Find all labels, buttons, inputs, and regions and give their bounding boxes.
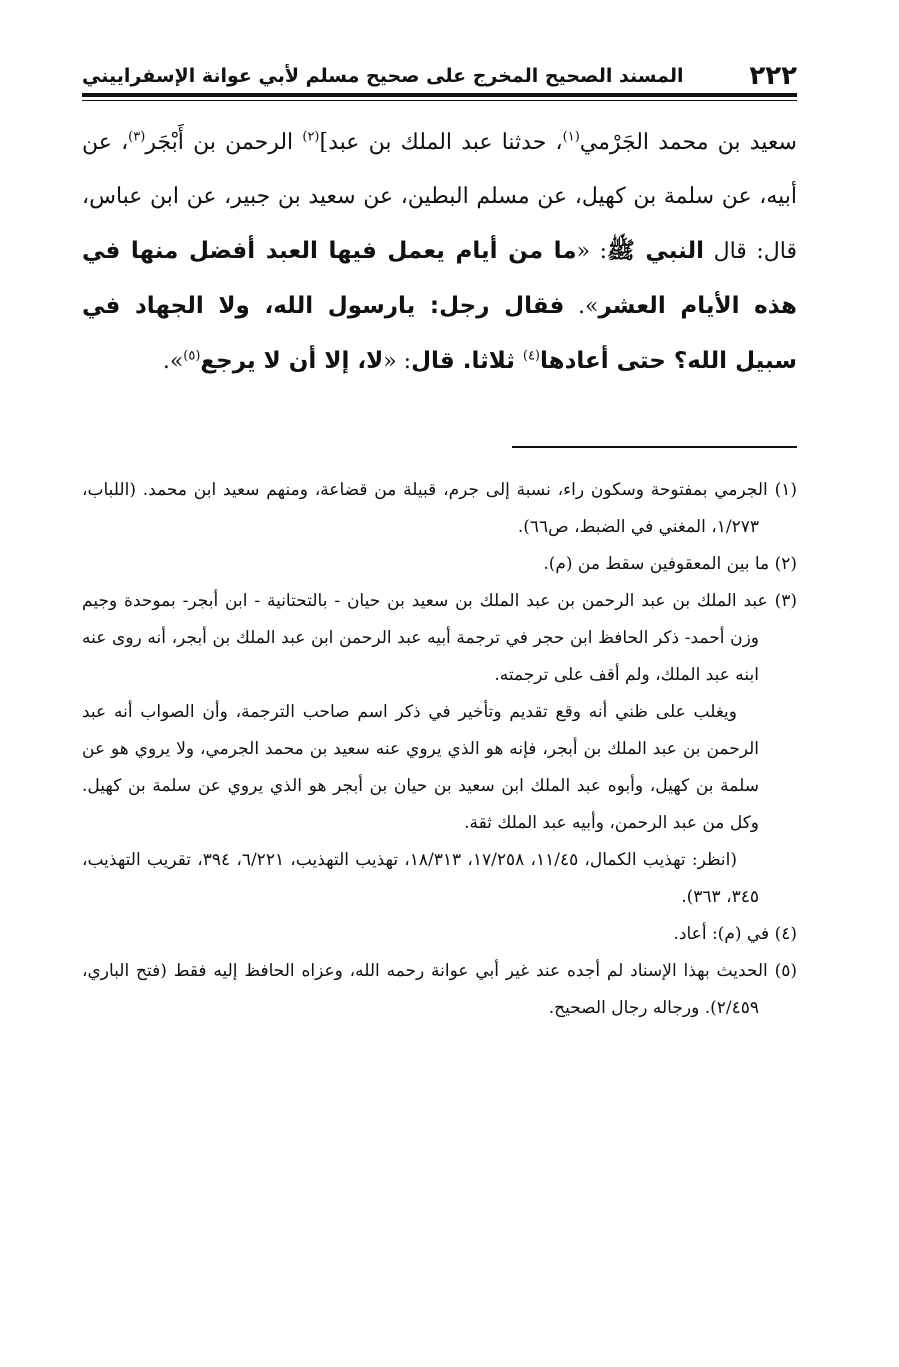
page-number: ٢٢٢ <box>749 61 797 91</box>
header-rule-thick <box>82 93 797 97</box>
footnote-ref-3[interactable]: (٣) <box>128 129 146 145</box>
footnote-ref-4[interactable]: (٤) <box>522 348 540 364</box>
bold-text-run: النبي ﷺ <box>607 238 704 264</box>
footnote-2: (٢) ما بين المعقوفين سقط من (م). <box>543 554 797 574</box>
running-title: المسند الصحيح المخرج على صحيح مسلم لأبي عوانة الإسفراييني <box>82 65 684 87</box>
footnote-4: (٤) في (م): أعاد. <box>673 924 797 944</box>
main-text-run: ». <box>162 349 184 374</box>
footnote-3: (٣) عبد الملك بن عبد الرحمن بن عبد الملك بن سعيد بن حيان - بالتحتانية - ابن أبجر- بموحدة وجيم وزن أحمد- ذكر الحافظ ابن حجر في ترجمة أبيه عبد الرحمن ابن عبد الملك بن أبجر، أنه روى عنه ابنه عبد الملك، ولم أقف على ترجمته. <box>82 591 797 685</box>
main-text-run: : « <box>576 239 608 264</box>
hadith-quote: لا، إلا أن لا يرجع <box>200 348 384 374</box>
bold-text-run: ثلاثا. قال <box>411 348 523 374</box>
footnote-ref-1[interactable]: (١) <box>562 129 580 145</box>
main-text-run: ». <box>564 294 599 319</box>
hadith-paragraph <box>82 116 797 389</box>
footnotes <box>82 472 797 1027</box>
footnote-ref-5[interactable]: (٥) <box>183 348 201 364</box>
main-text-run: سعيد بن محمد الجَرْمي <box>579 130 797 155</box>
bold-text-run: فقال رجل: يارسول الله، ولا الجهاد في سبيل الله؟ حتى أعادها <box>82 293 797 374</box>
footnote-3-paragraph-2: ويغلب على ظني أنه وقع تقديم وتأخير في ذكر اسم صاحب الترجمة، وأن الصواب أنه عبد الرحمن بن عبد الملك بن أبجر، فإنه هو الذي يروي عنه سعيد بن محمد الجرمي، ولا يروي هو عن سلمة بن كهيل، وأبوه عبد الملك ابن سعيد بن حيان بن أبجر هو الذي يروي عن سلمة بن كهيل. وكل من عبد الرحمن، وأبيه عبد الملك ثقة. <box>82 702 759 833</box>
main-text-run: ، عن أبيه، عن سلمة بن كهيل، عن مسلم البطين، عن سعيد بن جبير، عن ابن عباس، قال: قال <box>82 130 797 264</box>
footnote-1: (١) الجرمي بمفتوحة وسكون راء، نسبة إلى جرم، قبيلة من قضاعة، ومنهم سعيد ابن محمد. (اللباب، ١/٢٧٣، المغني في الضبط، ص٦٦). <box>82 480 797 537</box>
hadith-quote: ما من أيام يعمل فيها العبد أفضل منها في هذه الأيام العشر <box>82 238 797 319</box>
footnote-separator <box>512 446 797 448</box>
page-header <box>82 58 797 94</box>
footnote-3-references: (انظر: تهذيب الكمال، ١١/٤٥، ١٧/٢٥٨، ١٨/٣١٣، تهذيب التهذيب، ٦/٢٢١، ٣٩٤، تقريب التهذيب، ٣٤٥، ٣٦٣). <box>82 850 759 907</box>
footnote-5: (٥) الحديث بهذا الإسناد لم أجده عند غير أبي عوانة رحمه الله، وعزاه الحافظ إليه فقط (فتح الباري، ٢/٤٥٩). ورجاله رجال الصحيح. <box>82 961 797 1018</box>
main-text-run: : « <box>383 349 412 374</box>
header-rule-thin <box>82 100 797 101</box>
main-text-run: الرحمن بن أَبْجَر <box>145 130 303 155</box>
main-text-run: ، حدثنا عبد الملك بن عبد] <box>319 130 563 155</box>
footnote-ref-2[interactable]: (٢) <box>302 129 320 145</box>
main-text <box>82 116 797 389</box>
